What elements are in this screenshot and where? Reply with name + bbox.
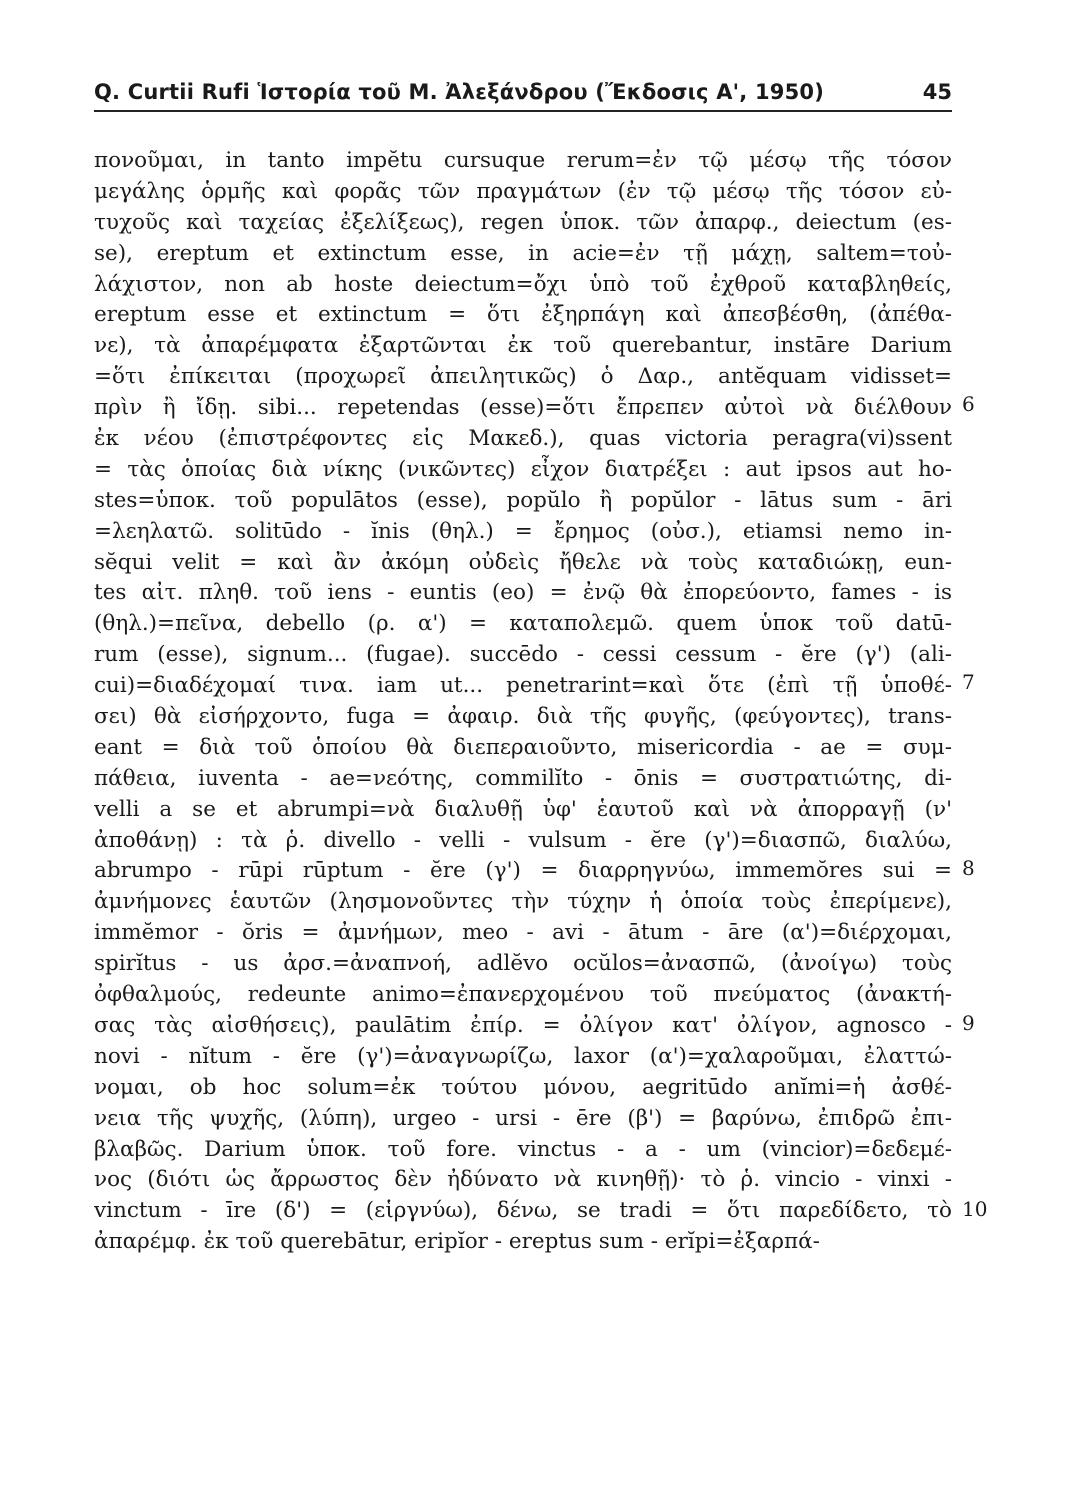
header-title: Q. Curtii Rufi Ἱστορία τοῦ Μ. Ἀλεξάνδρου (Ἔκδοσις Α', 1950): [94, 80, 825, 104]
text-line: τυχοῦς καὶ ταχείας ἐξελίξεως), regen ὑποκ. τῶν ἀπαρφ., deiectum (es-: [94, 209, 952, 235]
text-line: =ὅτι ἐπίκειται (προχωρεῖ ἀπειλητικῶς) ὁ Δαρ., antĕquam vidisset=: [94, 364, 952, 390]
text-line: vinctum - īre (δ') = (εἱργνύω), δένω, se tradi = ὅτι παρεδίδετο, τὸ: [94, 1198, 952, 1224]
text-line: novi - nĭtum - ĕre (γ')=ἀναγνωρίζω, laxor (α')=χαλαροῦμαι, ἐλαττώ-: [94, 1043, 952, 1069]
text-line: σας τὰς αἰσθήσεις), paulātim ἐπίρ. = ὀλίγον κατ' ὀλίγον, agnosco -: [94, 1012, 952, 1038]
text-line: νεια τῆς ψυχῆς, (λύπη), urgeo - ursi - ēre (β') = βαρύνω, ἐπιδρῶ ἐπι-: [94, 1105, 952, 1131]
page-number: 45: [922, 80, 952, 104]
text-line: velli a se et abrumpi=νὰ διαλυθῇ ὑφ' ἑαυτοῦ καὶ νὰ ἀπορραγῇ (ν': [94, 796, 952, 822]
text-line: tes αἰτ. πληθ. τοῦ iens - euntis (eo) = ἐνῷ θὰ ἐπορεύοντο, fames - is: [94, 580, 952, 606]
running-header: [94, 80, 952, 112]
text-line: λάχιστον, non ab hoste deiectum=ὄχι ὑπὸ τοῦ ἐχθροῦ καταβληθείς,: [94, 271, 952, 297]
text-line: rum (esse), signum... (fugae). succēdo - cessi cessum - ĕre (γ') (ali-: [94, 642, 952, 668]
text-line: νος (διότι ὡς ἄρρωστος δὲν ἠδύνατο νὰ κινηθῇ)· τὸ ῥ. vincio - vinxi -: [94, 1167, 952, 1193]
text-line: ἀπαρέμφ. ἐκ τοῦ querebātur, eripĭor - ereptus sum - erĭpi=ἐξαρπά-: [94, 1229, 820, 1255]
text-line: abrumpo - rūpi rūptum - ĕre (γ') = διαρρηγνύω, immemŏres sui =: [94, 858, 952, 884]
text-line: σει) θὰ εἰσήρχοντο, fuga = ἀφαιρ. διὰ τῆς φυγῆς, (φεύγοντες), trans-: [94, 704, 952, 730]
text-line: μεγάλης ὁρμῆς καὶ φορᾶς τῶν πραγμάτων (ἐν τῷ μέσῳ τῆς τόσον εὐ-: [94, 178, 952, 204]
text-line: ἀμνήμονες ἑαυτῶν (λησμονοῦντες τὴν τύχην ἡ ὁποία τοὺς ἐπερίμενε),: [94, 889, 952, 915]
text-line: βλαβῶς. Darium ὑποκ. τοῦ fore. vinctus - a - um (vincior)=δεδεμέ-: [94, 1136, 952, 1162]
text-line: sĕqui velit = καὶ ἂν ἀκόμη οὐδεὶς ἤθελε νὰ τοὺς καταδιώκῃ, eun-: [94, 549, 952, 575]
text-line: spirĭtus - us ἀρσ.=ἀναπνοή, adlĕvo ocŭlos=ἀνασπῶ, (ἀνοίγω) τοὺς: [94, 951, 952, 977]
section-number: 7: [962, 670, 975, 694]
section-number: 9: [962, 1011, 975, 1035]
text-line: se), ereptum et extinctum esse, in acie=ἐν τῇ μάχῃ, saltem=τοὐ-: [94, 240, 952, 266]
text-line: πάθεια, iuventa - ae=νεότης, commilĭto - ōnis = συστρατιώτης, di-: [94, 765, 952, 791]
section-number: 8: [962, 856, 975, 880]
body-text: [94, 146, 952, 1258]
text-line: νομαι, ob hoc solum=ἐκ τούτου μόνου, aegritūdo anĭmi=ἡ ἀσθέ-: [94, 1074, 952, 1100]
text-line: = τὰς ὁποίας διὰ νίκης (νικῶντες) εἶχον διατρέξει : aut ipsos aut ho-: [94, 456, 952, 482]
text-line: νε), τὰ ἀπαρέμφατα ἐξαρτῶνται ἐκ τοῦ querebantur, instāre Darium: [94, 333, 952, 359]
text-line: immĕmor - ŏris = ἀμνήμων, meo - avi - ātum - āre (α')=διέρχομαι,: [94, 920, 952, 946]
text-line: eant = διὰ τοῦ ὁποίου θὰ διεπεραιοῦντο, misericordia - ae = συμ-: [94, 734, 952, 760]
text-line: ἐκ νέου (ἐπιστρέφοντες εἰς Μακεδ.), quas victoria peragra(vi)ssent: [94, 426, 952, 452]
text-line: stes=ὑποκ. τοῦ populātos (esse), popŭlo ἢ popŭlor - lātus sum - āri: [94, 487, 952, 513]
text-line: =λεηλατῶ. solitūdo - ĭnis (θηλ.) = ἔρημος (οὐσ.), etiamsi nemo in-: [94, 518, 952, 544]
text-line: ὀφθαλμούς, redeunte animo=ἐπανερχομένου τοῦ πνεύματος (ἀνακτή-: [94, 982, 952, 1008]
text-line: cui)=διαδέχομαί τινα. iam ut... penetrarint=καὶ ὅτε (ἐπὶ τῇ ὑποθέ-: [94, 673, 952, 699]
text-line: (θηλ.)=πεῖνα, debello (ρ. α') = καταπολεμῶ. quem ὑποκ τοῦ datū-: [94, 611, 952, 637]
text-line: ἀποθάνῃ) : τὰ ῥ. divello - velli - vulsum - ĕre (γ')=διασπῶ, διαλύω,: [94, 827, 952, 853]
text-line: πρὶν ἢ ἴδῃ. sibi... repetendas (esse)=ὅτι ἔπρεπεν αὐτοὶ νὰ διέλθουν: [94, 395, 952, 421]
text-line: πονοῦμαι, in tanto impĕtu cursuque rerum=ἐν τῷ μέσῳ τῆς τόσον: [94, 148, 952, 173]
section-number: 10: [962, 1197, 988, 1221]
text-line: ereptum esse et extinctum = ὅτι ἐξηρπάγη καὶ ἀπεσβέσθη, (ἀπέθα-: [94, 302, 952, 328]
section-number: 6: [962, 392, 975, 416]
